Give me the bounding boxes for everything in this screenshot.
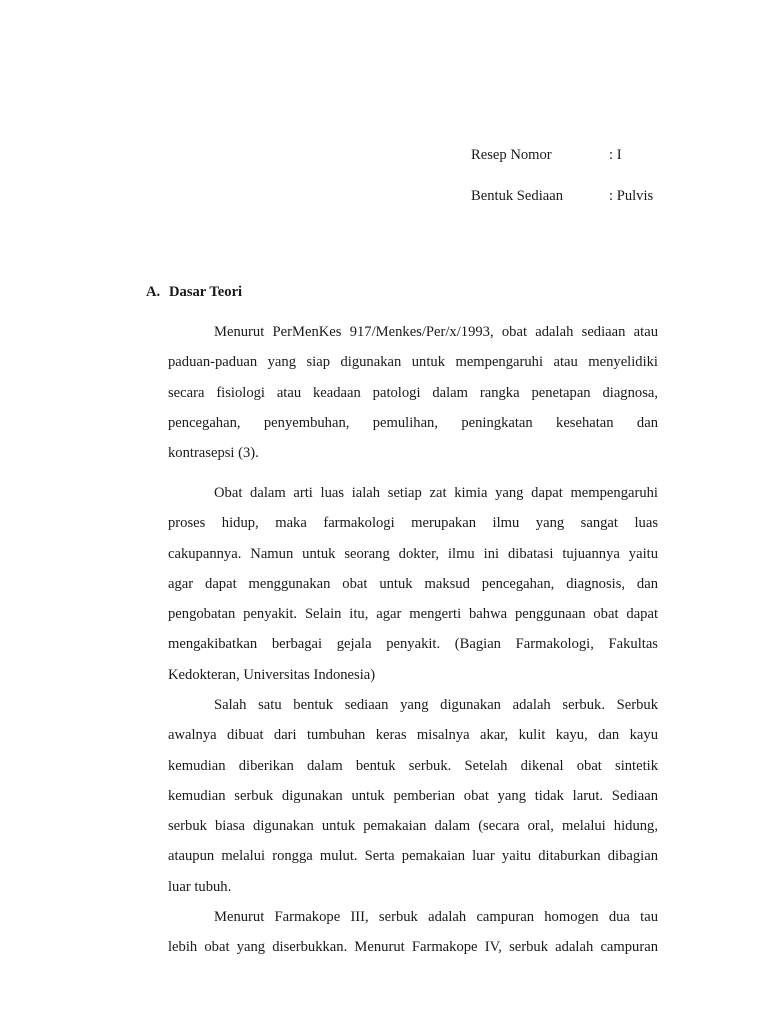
resep-nomor-label: Resep Nomor [471,147,552,163]
paragraph-line: mengakibatkan berbagai gejala penyakit. (Bagian Farmakologi, Fakultas [168,636,658,653]
resep-nomor-value: : I [609,147,622,163]
paragraph-4 [168,902,658,963]
paragraph-line: kemudian diberikan dalam bentuk serbuk. Setelah dikenal obat sintetik [168,757,658,774]
paragraph-line: paduan-paduan yang siap digunakan untuk mempengaruhi atau menyelidiki [168,354,658,371]
paragraph-line: lebih obat yang diserbukkan. Menurut Farmakope IV, serbuk adalah campuran [168,939,658,956]
paragraph-line: Kedokteran, Universitas Indonesia) [168,666,376,683]
paragraph-line: secara fisiologi atau keadaan patologi dalam rangka penetapan diagnosa, [168,384,658,401]
paragraph-line: serbuk biasa digunakan untuk pemakaian dalam (secara oral, melalui hidung, [168,818,658,835]
paragraph-line: cakupannya. Namun untuk seorang dokter, ilmu ini dibatasi tujuannya yaitu [168,545,658,562]
section-heading [146,282,242,302]
resep-nomor-row [471,145,671,165]
paragraph-line: Menurut PerMenKes 917/Menkes/Per/x/1993, obat adalah sediaan atau [214,324,658,340]
bentuk-sediaan-row [471,186,671,206]
paragraph-1 [168,317,658,468]
section-title: Dasar Teori [169,284,243,300]
paragraph-3 [168,690,658,902]
bentuk-sediaan-label: Bentuk Sediaan [471,188,564,204]
paragraph-line: kemudian serbuk digunakan untuk pemberian obat yang tidak larut. Sediaan [168,787,658,804]
paragraph-line: Menurut Farmakope III, serbuk adalah campuran homogen dua tau [214,909,658,925]
paragraph-line: pengobatan penyakit. Selain itu, agar mengerti bahwa penggunaan obat dapat [168,606,658,623]
paragraph-line: luar tubuh. [168,878,232,895]
paragraph-line: pencegahan, penyembuhan, pemulihan, peningkatan kesehatan dan [168,414,658,431]
bentuk-sediaan-value: : Pulvis [609,188,654,204]
paragraph-line: kontrasepsi (3). [168,445,259,462]
paragraph-line: proses hidup, maka farmakologi merupakan ilmu yang sangat luas [168,515,658,532]
paragraph-2 [168,478,658,690]
paragraph-line: Obat dalam arti luas ialah setiap zat kimia yang dapat mempengaruhi [214,485,658,501]
paragraph-line: awalnya dibuat dari tumbuhan keras misalnya akar, kulit kayu, dan kayu [168,727,658,744]
paragraph-line: ataupun melalui rongga mulut. Serta pemakaian luar yaitu ditaburkan dibagian [168,848,658,865]
section-letter: A. [146,284,161,300]
paragraph-line: Salah satu bentuk sediaan yang digunakan adalah serbuk. Serbuk [214,697,658,713]
paragraph-line: agar dapat menggunakan obat untuk maksud pencegahan, diagnosis, dan [168,575,658,592]
